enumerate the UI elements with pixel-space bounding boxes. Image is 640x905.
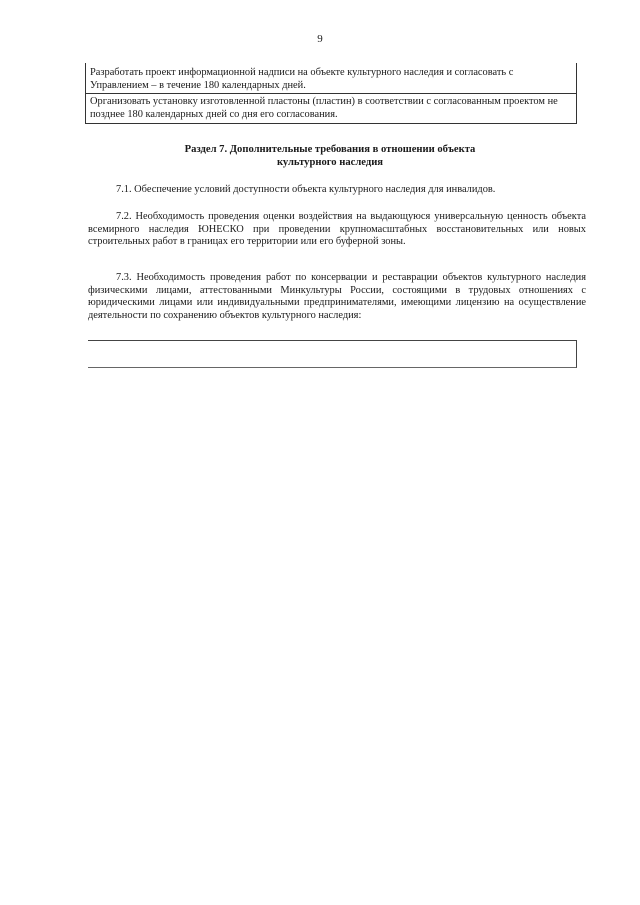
blank-entry-field xyxy=(88,340,577,368)
table-row-plate-installation: Организовать установку изготовленной пластоны (пластин) в соответствии с согласованным проектом не позднее 180 календарных дней со дня его согласования. xyxy=(90,96,558,120)
paragraph-7-3: 7.3. Необходимость проведения работ по консервации и реставрации объектов культурного наследия физическими лицами, аттестованными Минкультуры России, состоящими в трудовых отношениях с юридическими лицами или индивидуальными предпринимателями, имеющими лицензию на осуществление деятельности по сохранению объектов культурного наследия: xyxy=(88,272,586,321)
paragraph-7-2: 7.2. Необходимость проведения оценки воздействия на выдающуюся универсальную ценность объекта всемирного наследия ЮНЕСКО при проведении крупномасштабных восстановительных или новых строительных работ в границах его территории или его буферной зоны. xyxy=(88,211,586,248)
table-row-info-inscription: Разработать проект информационной надписи на объекте культурного наследия и согласовать с Управлением – в течение 180 календарных дней. xyxy=(86,63,576,94)
section-title-line-2: культурного наследия xyxy=(276,157,384,168)
section-title-line-1: Раздел 7. Дополнительные требования в отношении объекта xyxy=(184,144,476,155)
section-7-title xyxy=(80,143,580,169)
requirements-table xyxy=(85,63,577,124)
paragraph-7-1: 7.1. Обеспечение условий доступности объекта культурного наследия для инвалидов. xyxy=(116,184,496,195)
page-number: 9 xyxy=(317,33,323,45)
